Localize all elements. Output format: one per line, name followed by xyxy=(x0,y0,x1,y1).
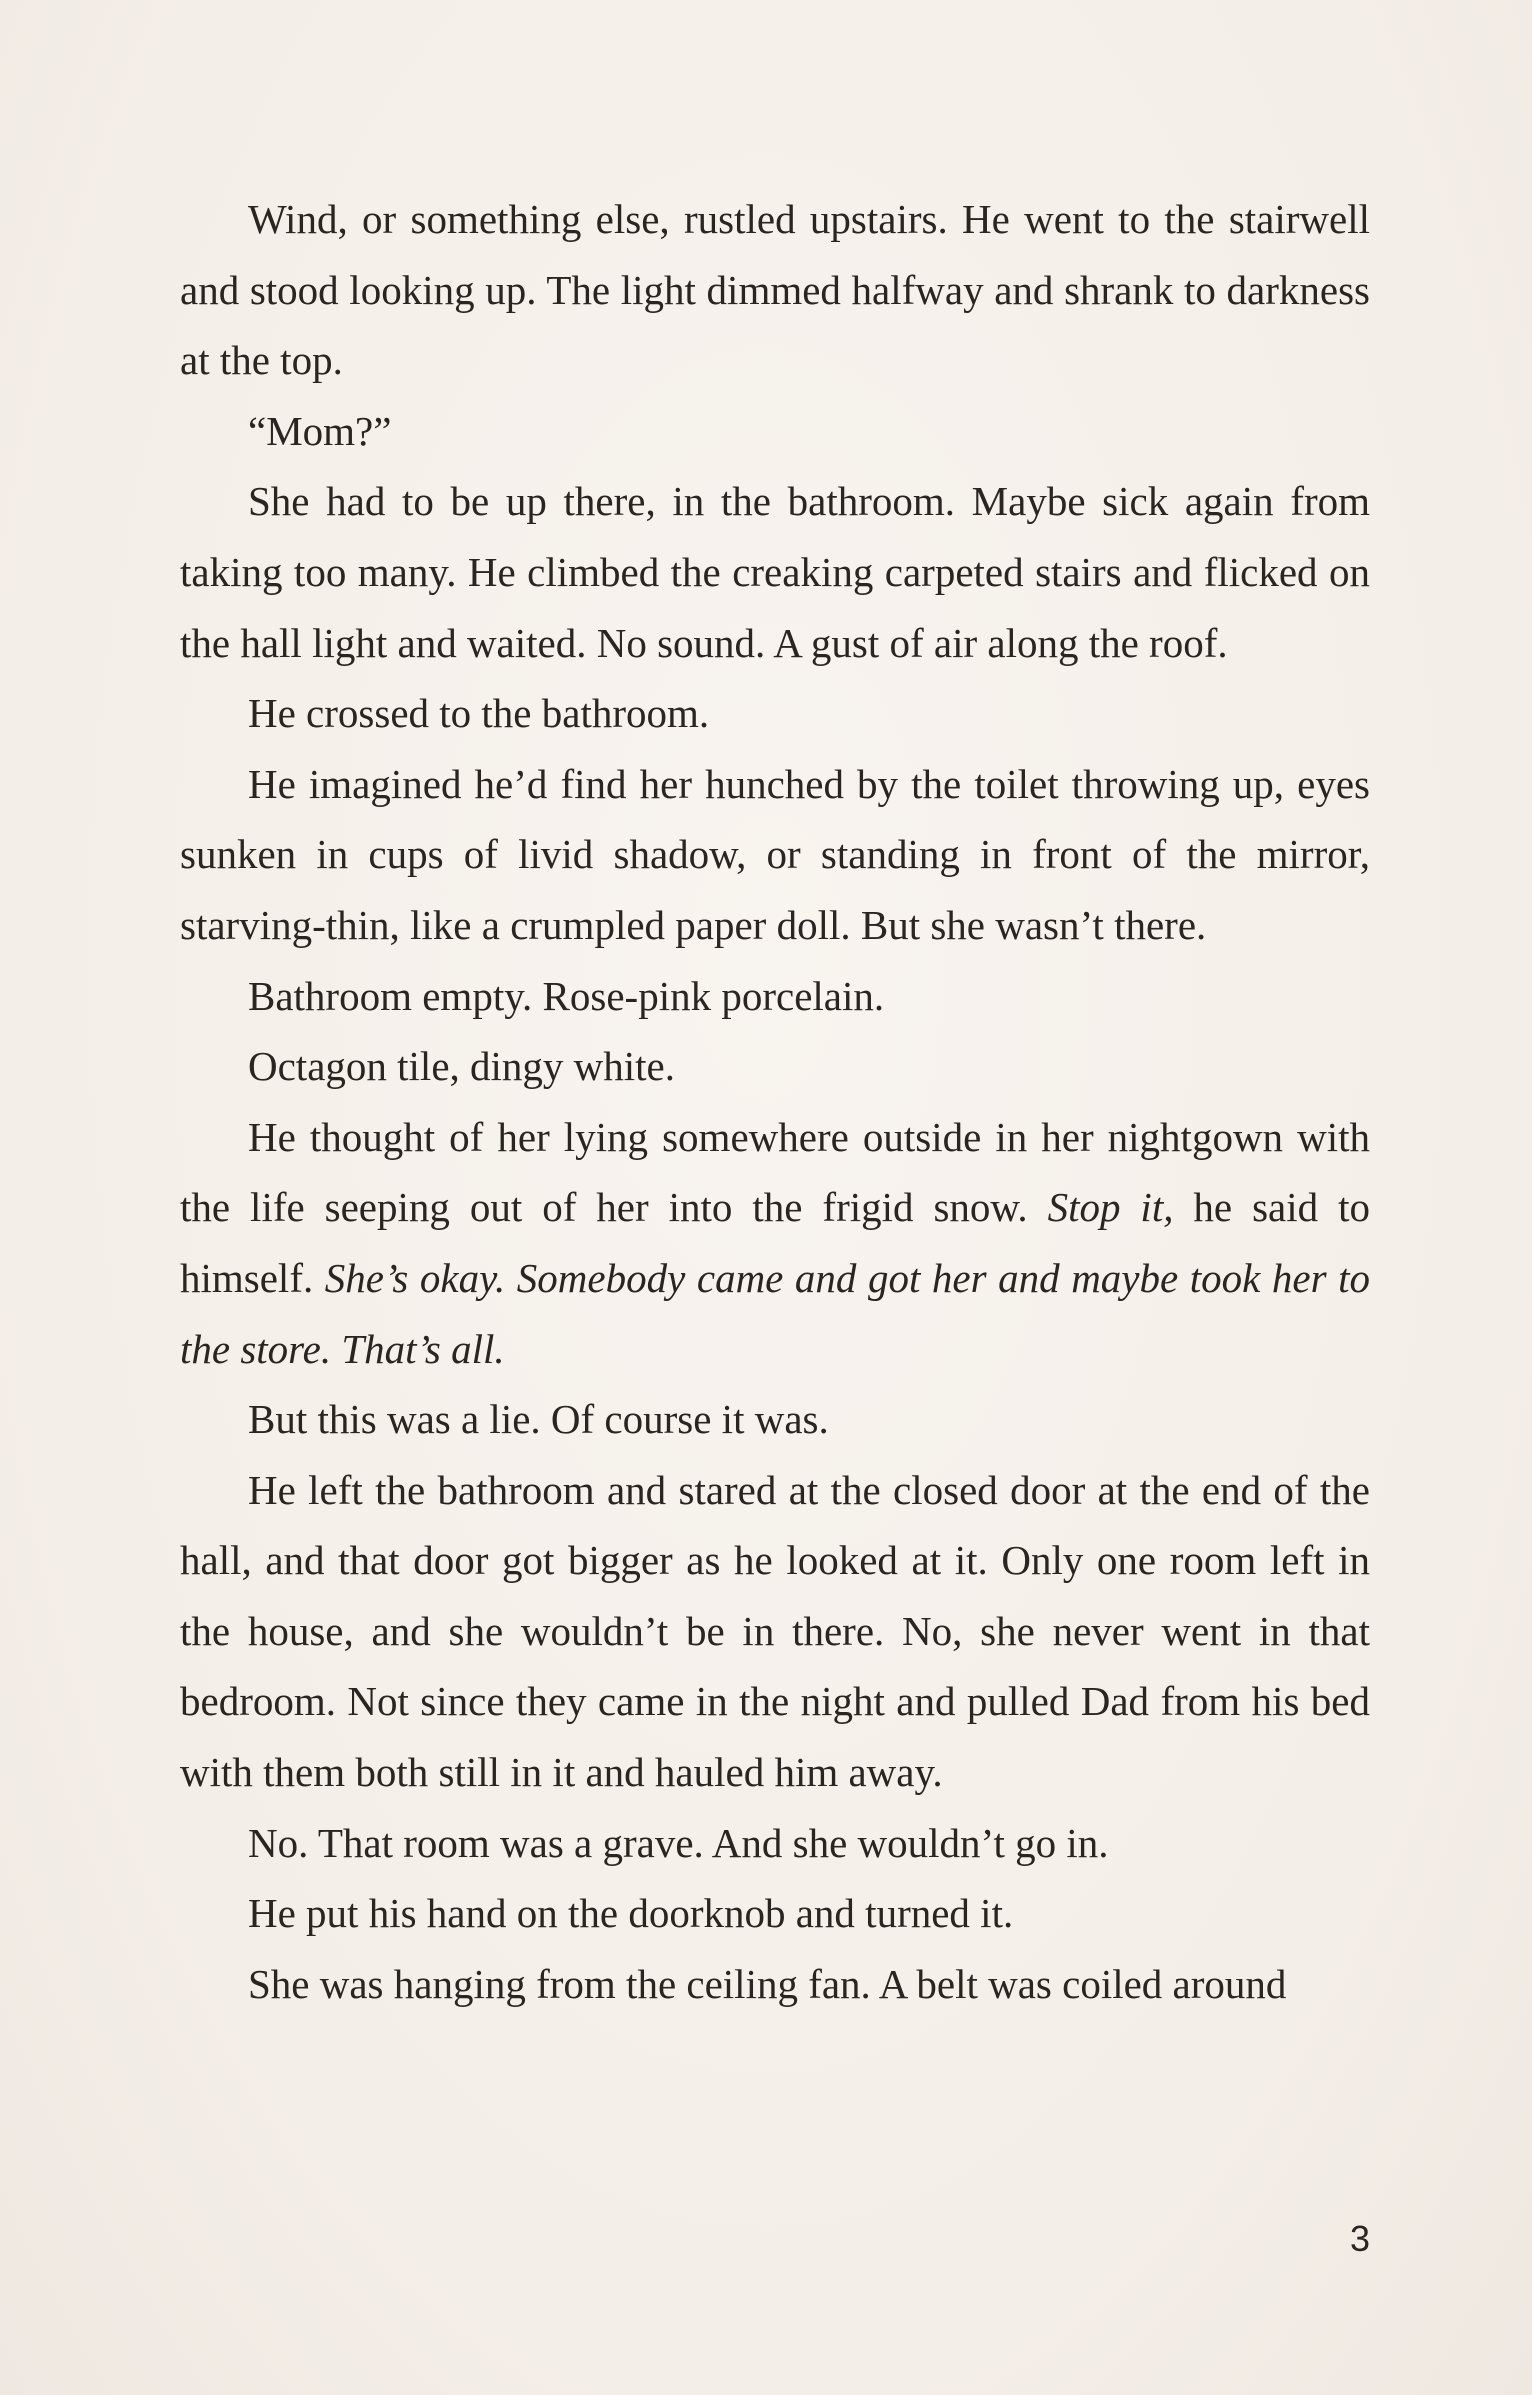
paragraph xyxy=(180,1384,1370,1455)
body-text xyxy=(180,184,1370,2019)
paragraph xyxy=(180,678,1370,749)
paragraph xyxy=(180,1808,1370,1879)
paragraph-text: He crossed to the bathroom. xyxy=(248,690,710,737)
paragraph xyxy=(180,1949,1370,2020)
paragraph-text: Wind, or something else, rustled upstairs. He went to the stairwell and stood looking up. The light dimmed halfway and shrank to darkness at the top. xyxy=(180,196,1370,384)
paragraph xyxy=(180,396,1370,467)
paragraph-text: Octagon tile, dingy white. xyxy=(248,1043,675,1090)
paragraph xyxy=(180,749,1370,961)
paragraph-text: he said to himself. xyxy=(180,1184,1370,1301)
paragraph xyxy=(180,1031,1370,1102)
italic-text: Stop it, xyxy=(1047,1184,1174,1231)
paragraph xyxy=(180,1878,1370,1949)
paragraph-text: He thought of her lying somewhere outside in her nightgown with the life seeping out of her into the frigid snow. xyxy=(180,1113,1370,1231)
paragraph-text: But this was a lie. Of course it was. xyxy=(248,1396,829,1443)
paragraph-text: She had to be up there, in the bathroom. Maybe sick again from taking too many. He climbed the creaking carpeted stairs and flicked on the hall light and waited. No sound. A gust of air along the roof. xyxy=(180,478,1370,666)
paragraph xyxy=(180,1102,1370,1384)
paragraph-text: Bathroom empty. Rose-pink porcelain. xyxy=(248,972,885,1019)
paragraph-text: He put his hand on the doorknob and turned it. xyxy=(248,1890,1014,1937)
paragraph-text: No. That room was a grave. And she wouldn’t go in. xyxy=(248,1819,1109,1866)
paragraph xyxy=(180,1455,1370,1808)
paragraph-text: He imagined he’d find her hunched by the toilet throwing up, eyes sunken in cups of livid shadow, or standing in front of the mirror, starving-thin, like a crumpled paper doll. But she wasn’t there. xyxy=(180,760,1370,948)
page-number: 3 xyxy=(1349,2218,1370,2259)
paragraph xyxy=(180,466,1370,678)
paragraph-text: “Mom?” xyxy=(248,407,392,454)
paragraph-text: She was hanging from the ceiling fan. A belt was coiled around xyxy=(248,1960,1287,2007)
paragraph-text: He left the bathroom and stared at the closed door at the end of the hall, and that door got bigger as he looked at it. Only one room left in the house, and she wouldn’t be in there. No, she never went in that bedroom. Not since they came in the night and pulled Dad from his bed with them both still in it and hauled him away. xyxy=(180,1466,1370,1796)
paragraph xyxy=(180,961,1370,1032)
paragraph xyxy=(180,184,1370,396)
italic-text: She’s okay. Somebody came and got her and maybe took her to the store. That’s all. xyxy=(180,1254,1370,1372)
